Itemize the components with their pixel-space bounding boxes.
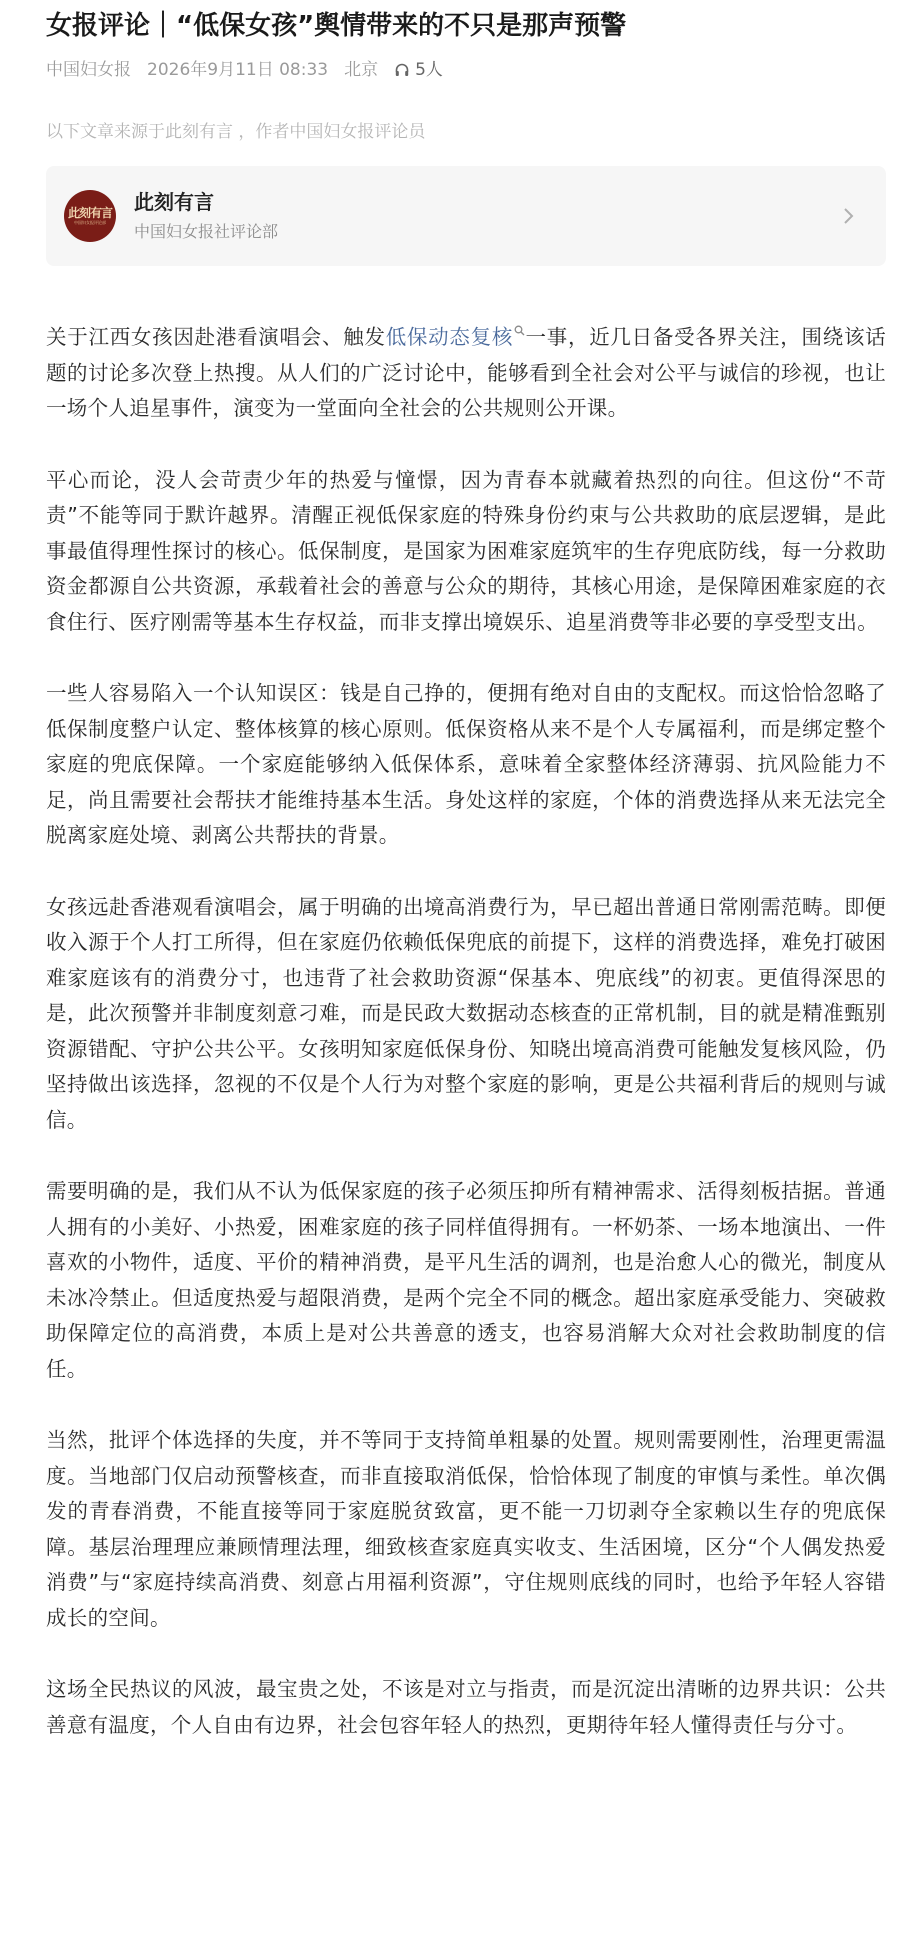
listen-count: 5人 bbox=[415, 60, 443, 80]
source-note: 以下文章来源于此刻有言 ，作者中国妇女报评论员 bbox=[46, 122, 426, 142]
search-icon bbox=[514, 325, 525, 336]
paragraph-1-after: 一事，近几日备受各界关注，围绕该话题的讨论多次登上热搜。从人们的广泛讨论中，能够看到全社会对公平与诚信的珍视，也让一场个人追星事件，演变为一堂面向全社会的公共规则公开课。 bbox=[46, 325, 886, 420]
paragraph-1 bbox=[46, 320, 886, 427]
keyword-link[interactable] bbox=[386, 325, 525, 349]
source-name[interactable]: 中国妇女报 bbox=[46, 60, 131, 80]
headphones-icon bbox=[394, 62, 410, 78]
chevron-right-icon bbox=[838, 205, 860, 227]
paragraph-7: 这场全民热议的风波，最宝贵之处，不该是对立与指责，而是沉淀出清晰的边界共识：公共善意有温度，个人自由有边界，社会包容年轻人的热烈，更期待年轻人懂得责任与分寸。 bbox=[46, 1677, 886, 1737]
account-card[interactable] bbox=[46, 166, 886, 266]
article-meta bbox=[46, 56, 886, 84]
keyword-link-text: 低保动态复核 bbox=[385, 325, 514, 349]
avatar-logo-text: 此刻有言 bbox=[67, 205, 112, 220]
paragraph-3: 一些人容易陷入一个认知误区：钱是自己挣的，便拥有绝对自由的支配权。而这恰恰忽略了低保制度整户认定、整体核算的核心原则。低保资格从来不是个人专属福利，而是绑定整个家庭的兜底保障。一个家庭能够纳入低保体系，意味着全家整体经济薄弱、抗风险能力不足，尚且需要社会帮扶才能维持基本生活。身处这样的家庭，个体的消费选择从来无法完全脱离家庭处境、剥离公共帮扶的背景。 bbox=[46, 681, 886, 847]
paragraph-4: 女孩远赴香港观看演唱会，属于明确的出境高消费行为，早已超出普通日常刚需范畴。即便收入源于个人打工所得，但在家庭仍依赖低保兜底的前提下，这样的消费选择，难免打破困难家庭该有的消费分寸，也违背了社会救助资源“保基本、兜底线”的初衷。更值得深思的是，此次预警并非制度刻意刁难，而是民政大数据动态核查的正常机制，目的就是精准甄别资源错配、守护公共公平。女孩明知家庭低保身份、知晓出境高消费可能触发复核风险，仍坚持做出该选择，忽视的不仅是个人行为对整个家庭的影响，更是公共福利背后的规则与诚信。 bbox=[46, 894, 886, 1132]
paragraph-5: 需要明确的是，我们从不认为低保家庭的孩子必须压抑所有精神需求、活得刻板拮据。普通人拥有的小美好、小热爱，困难家庭的孩子同样值得拥有。一杯奶茶、一场本地演出、一件喜欢的小物件，适度、平价的精神消费，是平凡生活的调剂，也是治愈人心的微光，制度从未冰冷禁止。但适度热爱与超限消费，是两个完全不同的概念。超出家庭承受能力、突破救助保障定位的高消费，本质上是对公共善意的透支，也容易消解大众对社会救助制度的信任。 bbox=[46, 1179, 886, 1381]
account-info bbox=[134, 188, 838, 244]
article-title: 女报评论｜“低保女孩”舆情带来的不只是那声预警 bbox=[46, 11, 627, 41]
paragraph-6: 当然，批评个体选择的失度，并不等同于支持简单粗暴的处置。规则需要刚性，治理更需温度。当地部门仅启动预警核查，而非直接取消低保，恰恰体现了制度的审慎与柔性。单次偶发的青春消费，不能直接等同于家庭脱贫致富，更不能一刀切剥夺全家赖以生存的兜底保障。基层治理理应兼顾情理法理，细致核查家庭真实收支、生活困境，区分“个人偶发热爱消费”与“家庭持续高消费、刻意占用福利资源”，守住规则底线的同时，也给予年轻人容错成长的空间。 bbox=[46, 1428, 886, 1630]
publish-location: 北京 bbox=[344, 60, 379, 80]
account-description: 中国妇女报社评论部 bbox=[134, 222, 279, 241]
paragraph-1-before: 关于江西女孩因赴港看演唱会、触发 bbox=[46, 325, 386, 349]
account-avatar bbox=[64, 190, 116, 242]
listen-button[interactable] bbox=[394, 56, 459, 84]
publish-datetime: 2026年9月11日 08:33 bbox=[147, 60, 329, 80]
account-name: 此刻有言 bbox=[134, 190, 214, 214]
article-body bbox=[46, 320, 886, 1743]
avatar-logo-subtext: 中国妇女报评论部 bbox=[73, 220, 106, 225]
paragraph-2: 平心而论，没人会苛责少年的热爱与憧憬，因为青春本就藏着热烈的向往。但这份“不苛责”不能等同于默许越界。清醒正视低保家庭的特殊身份约束与公共救助的底层逻辑，是此事最值得理性探讨的核心。低保制度，是国家为困难家庭筑牢的生存兜底防线，每一分救助资金都源自公共资源，承载着社会的善意与公众的期待，其核心用途，是保障困难家庭的衣食住行、医疗刚需等基本生存权益，而非支撑出境娱乐、追星消费等非必要的享受型支出。 bbox=[46, 467, 886, 634]
